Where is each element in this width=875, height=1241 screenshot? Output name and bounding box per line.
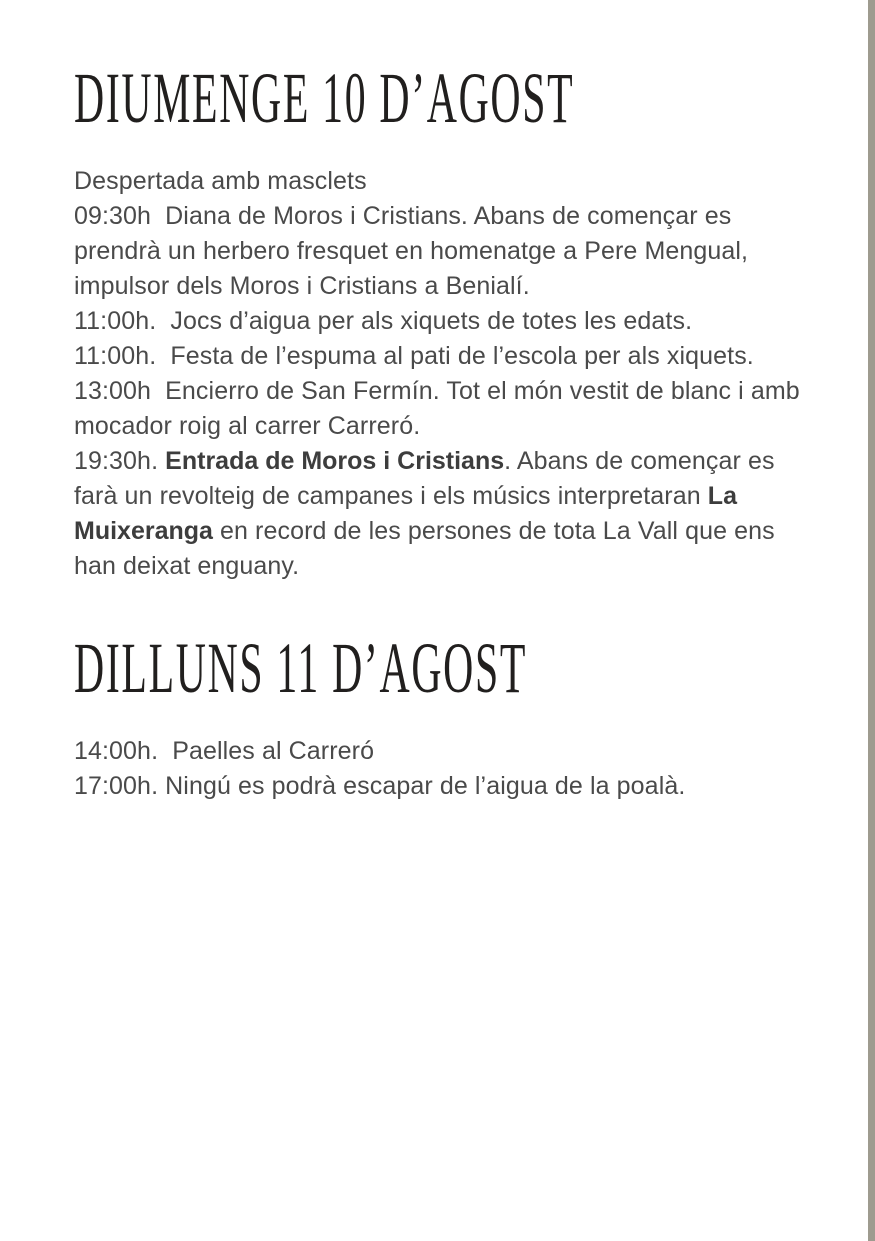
section-heading: DIUMENGE 10 D’AGOST xyxy=(74,58,575,138)
event-line xyxy=(74,444,806,584)
section-heading: DILLUNS 11 D’AGOST xyxy=(74,628,528,708)
page-edge-strip xyxy=(868,0,875,1241)
event-text: 14:00h. Paelles al Carreró xyxy=(74,737,375,765)
event-text: 11:00h. Festa de l’espuma al pati de l’escola per als xiquets. xyxy=(74,342,754,370)
section-body xyxy=(74,734,806,804)
event-text: 17:00h. Ningú es podrà escapar de l’aigua de la poalà. xyxy=(74,772,686,800)
event-line xyxy=(74,199,806,304)
section-body xyxy=(74,164,806,584)
event-text: en record de les persones de tota La Vall que ens han deixat enguany. xyxy=(74,517,782,580)
event-text: 19:30h. xyxy=(74,447,166,475)
event-line xyxy=(74,769,806,804)
event-text: 11:00h. Jocs d’aigua per als xiquets de totes les edats. xyxy=(74,307,693,335)
event-text: . Abans de començar es farà un revolteig de campanes i els músics interpretaran xyxy=(74,447,782,510)
event-line xyxy=(74,374,806,444)
schedule-section xyxy=(74,58,807,584)
event-text: 09:30h Diana de Moros i Cristians. Abans de començar es prendrà un herbero fresquet en homenatge a Pere Mengual, impulsor dels Moros i Cristians a Benialí. xyxy=(74,202,756,300)
event-line xyxy=(74,734,806,769)
event-text: 13:00h Encierro de San Fermín. Tot el món vestit de blanc i amb mocador roig al carrer Carreró. xyxy=(74,377,807,440)
event-line xyxy=(74,339,806,374)
event-text: Despertada amb masclets xyxy=(74,167,367,195)
content xyxy=(74,58,807,804)
schedule-section xyxy=(74,628,806,804)
event-line xyxy=(74,164,806,199)
event-text-bold: La Muixeranga xyxy=(74,482,744,545)
event-text-bold: Entrada de Moros i Cristians xyxy=(165,447,505,475)
event-line xyxy=(74,304,806,339)
